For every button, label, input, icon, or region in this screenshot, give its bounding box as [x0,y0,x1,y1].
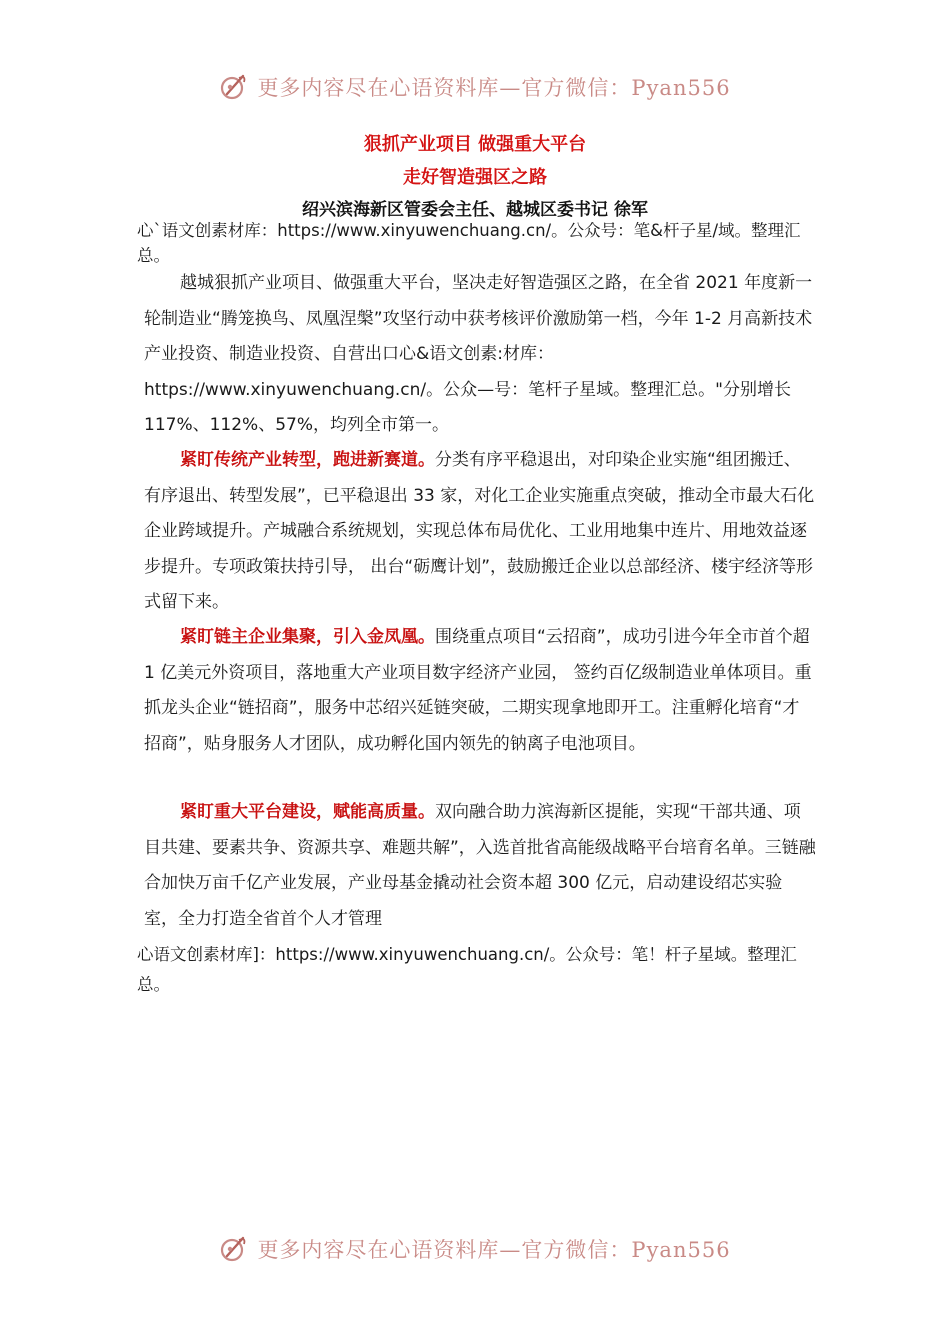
document-title-line2: 走好智造强区之路 [403,167,547,188]
paragraph-heading: 紧盯传统产业转型，跑进新赛道。 [180,450,435,470]
source-note-top: 心`语文创素材库：https://www.xinyuwenchuang.cn/。公众号：笔&杆子星/域。整理汇总。 [137,221,801,265]
header-banner [0,72,950,102]
quill-pen-logo-icon [219,72,249,102]
document-title-line1: 狠抓产业项目 做强重大平台 [363,134,587,155]
banner-text: 更多内容尽在心语资料库—官方微信：Pyan556 [257,76,731,100]
paragraph-heading: 紧盯链主企业集聚，引入金凤凰。 [180,627,435,647]
banner-text: 更多内容尽在心语资料库—官方微信：Pyan556 [257,1238,731,1262]
footer-banner [0,1234,950,1264]
paragraph-major-platform [144,795,816,937]
quill-pen-logo-icon [219,1234,249,1264]
paragraph-body: 分类有序平稳退出，对印染企业实施“组团搬迁、有序退出、转型发展”，已平稳退出 33 家，对化工企业实施重点突破，推动全市最大石化企业跨域提升。产城融合系统规划，实现总体布局优化、工业用地集中连片、用地效益逐步提升。专项政策扶持引导， 出台“砺鹰计划”，鼓励搬迁企业以总部经济、楼宇经济等形式留下来。 [144,450,815,612]
paragraph-traditional-industry [144,443,816,621]
paragraph-heading: 紧盯重大平台建设，赋能高质量。 [180,802,435,822]
intro-paragraph: 越城狠抓产业项目、做强重大平台，坚决走好智造强区之路，在全省 2021 年度新一轮制造业“腾笼换鸟、凤凰涅槃”攻坚行动中获考核评价激励第一档，今年 1-2 月高新技术产业投资、制造业投资、自营出口心&语文创素:材库：https://www.xinyuwenchuang.cn/。公众—号：笔杆子星域。整理汇总。"分别增长 117%、112%、57%，均列全市第一。 [144,273,813,435]
source-note-bottom: 心语文创素材库]：https://www.xinyuwenchuang.cn/。公众号：笔！杆子星域。整理汇总。 [137,945,797,994]
paragraph-chain-leaders [144,620,816,762]
document-author: 绍兴滨海新区管委会主任、越城区委书记 徐军 [302,200,648,220]
paragraph-body: 双向融合助力滨海新区提能，实现“干部共通、项目共建、要素共争、资源共享、难题共解”，入选首批省高能级战略平台培育名单。三链融合加快万亩千亿产业发展，产业母基金撬动社会资本超 300 亿元，启动建设绍芯实验室，全力打造全省首个人才管理 [144,802,816,929]
paragraph-body: 围绕重点项目“云招商”，成功引进今年全市首个超 1 亿美元外资项目，落地重大产业项目数字经济产业园， 签约百亿级制造业单体项目。重抓龙头企业“链招商”，服务中芯绍兴延链突破，二期实现拿地即开工。注重孵化培育“才招商”，贴身服务人才团队，成功孵化国内领先的钠离子电池项目。 [144,627,812,754]
